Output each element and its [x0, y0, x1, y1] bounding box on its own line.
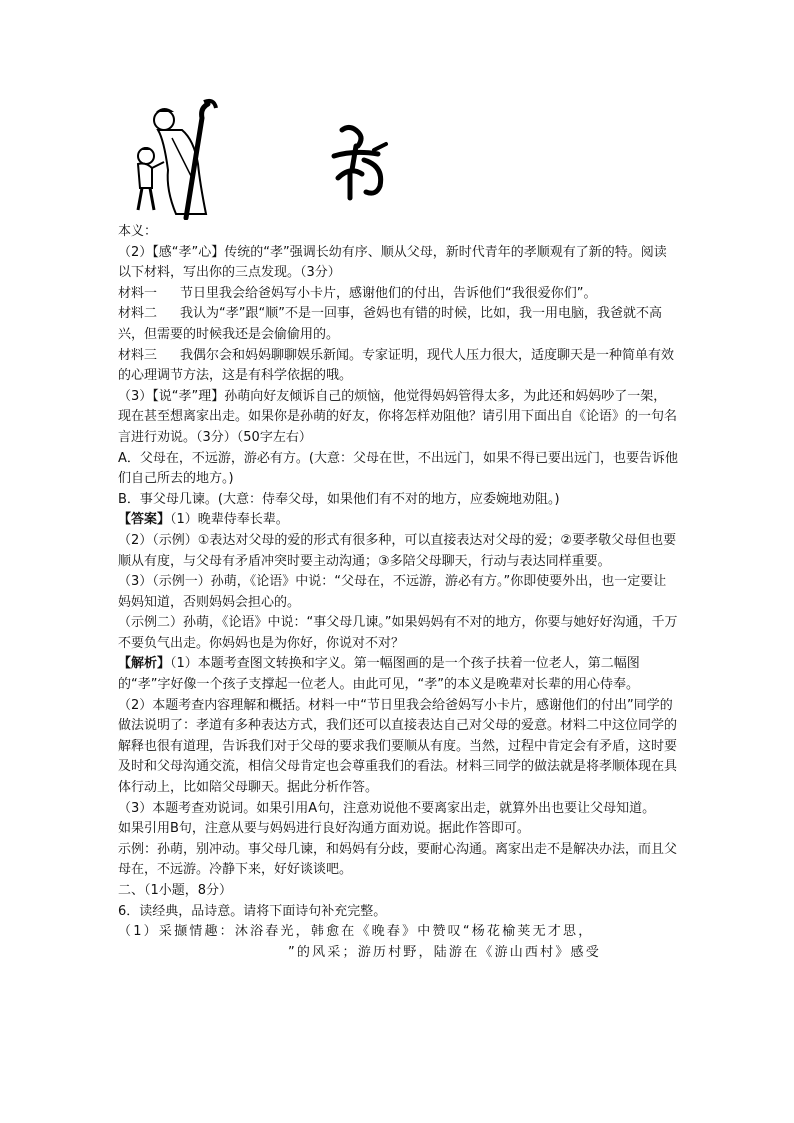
analysis-tag: 【解析】: [118, 656, 171, 672]
answer-tag: 【答案】: [118, 512, 171, 528]
material-3: [118, 346, 678, 387]
question-3-stem: （3）【说“孝”理】孙萌向好友倾诉自己的烦恼，他觉得妈妈管得太多，为此还和妈妈吵了一架，现在甚至想离家出走。如果你是孙萌的好友，你将怎样劝阻他？请引用下面出自《论语》的一句名言进行劝说。（3分）（50字左右）: [118, 388, 678, 445]
question-6-1-part-b: ”的风采；游历村野，陆游在《游山西村》感受: [288, 944, 601, 960]
material-2: [118, 304, 678, 345]
option-a: A．父母在，不远游，游必有方。(大意：父母在世，不出远门，如果不得已要出远门，也要告诉他们自己所去的地方。): [118, 450, 678, 487]
question-6-stem: 6．读经典，品诗意。请将下面诗句补充完整。: [118, 903, 387, 919]
answer-3-example-2: （示例二）孙萌，《论语》中说：“事父母几谏。”如果妈妈有不对的地方，你要与她好好沟通，千万不要负气出走。你妈妈也是为你好，你说对不对？: [118, 615, 678, 651]
analysis-3-example: 示例：孙萌，别冲动。事父母几谏，和妈妈有分歧，要耐心沟通。离家出走不是解决办法，而且父母在，不远游。冷静下来，好好谈谈吧。: [118, 841, 678, 878]
question-2-stem: （2）【感“孝”心】传统的“孝”强调长幼有序、顺从父母，新时代青年的孝顺观有了新的特。阅读以下材料，写出你的三点发现。（3分）: [118, 244, 667, 281]
material-2-text: 我认为“孝”跟“顺”不是一回事，爸妈也有错的时候，比如，我一用电脑，我爸就不高兴，但需要的时候我还是会偷偷用的。: [118, 306, 662, 342]
material-3-label: 材料三: [118, 347, 158, 363]
material-1: [118, 284, 678, 305]
option-b: B．事父母几谏。(大意：侍奉父母，如果他们有不对的地方，应委婉地劝阻。): [118, 491, 560, 507]
answer-3: （3）（示例一）孙萌，《论语》中说：“父母在，不远游，游必有方。”你即使要外出，也一定要让妈妈知道，否则妈妈会担心的。: [118, 574, 667, 610]
question-6-1: [118, 922, 678, 963]
material-3-text: 我偶尔会和妈妈聊聊娱乐新闻。专家证明，现代人压力很大，适度聊天是一种简单有效的心理调节方法，这是有科学依据的哦。: [118, 347, 675, 384]
benyi-line: 本义：: [118, 224, 158, 239]
material-1-label: 材料一: [118, 285, 158, 301]
answer-1: [118, 510, 678, 531]
material-1-text: 节日里我会给爸妈写小卡片，感谢他们的付出，告诉他们“我很爱你们”。: [180, 285, 597, 301]
answer-1-text: （1）晚辈侍奉长辈。: [170, 512, 289, 528]
seal-script-xiao-character-icon: [328, 120, 400, 202]
analysis-3-b: 如果引用B句，注意从要与妈妈进行良好沟通方面劝说。据此作答即可。: [118, 821, 530, 837]
material-2-label: 材料二: [118, 306, 158, 322]
section-2-heading: 二、（1小题，8分）: [118, 883, 233, 898]
analysis-3: （3）本题考查劝说词。如果引用A句，注意劝说他不要离家出走，就算外出也要让父母知道。: [118, 800, 656, 816]
article-body: [118, 222, 678, 963]
question-6-1-part-a: （1）采撷情趣：沐浴春光，韩愈在《晚春》中赞叹“杨花榆荚无才思，: [118, 924, 594, 940]
elder-child-illustration: [128, 98, 220, 220]
analysis-1-text: （1）本题考查图文转换和字义。第一幅图画的是一个孩子扶着一位老人，第二幅图的“孝”字好像一个孩子支撑起一位老人。由此可见，“孝”的本义是晚辈对长辈的用心侍奉。: [118, 656, 640, 693]
analysis-2: （2）本题考查内容理解和概括。材料一中“节日里我会给爸妈写小卡片，感谢他们的付出”同学的做法说明了：孝道有多种表达方式，我们还可以直接表达自己对父母的爱意。材料二中这位同学的解释也很有道理，告诉我们对于父母的要求我们要顺从有度。当然，过程中肯定会有矛盾，这时要及时和父母沟通交流，相信父母肯定也会尊重我们的看法。材料三同学的做法就是将孝顺体现在具体行动上，比如陪父母聊天。据此分析作答。: [118, 697, 678, 796]
analysis-1: [118, 654, 678, 695]
figure-row: [128, 98, 428, 220]
answer-2: （2）（示例）①表达对父母的爱的形式有很多种，可以直接表达对父母的爱；②要孝敬父母但也要顺从有度，与父母有矛盾冲突时要主动沟通；③多陪父母聊天，行动与表达同样重要。: [118, 532, 677, 569]
